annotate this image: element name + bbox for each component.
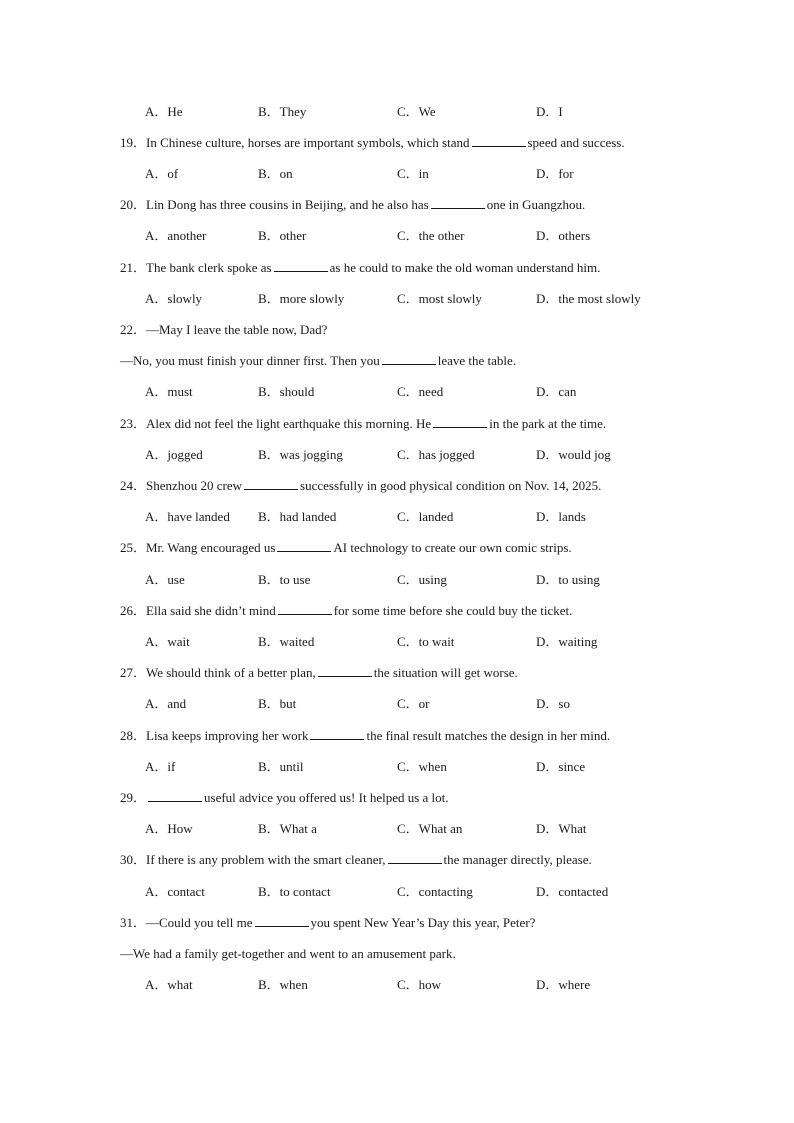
question-30 [0,851,794,869]
question-29 [0,789,794,807]
option-a[interactable]: A．of [145,166,179,181]
options-row-q21 [0,290,794,308]
answer-blank[interactable] [277,539,331,552]
option-c[interactable]: C．What an [397,821,463,836]
question-text: 21．The bank clerk spoke as [120,260,272,275]
option-a[interactable]: A．use [145,572,185,587]
question-text-tail: successfully in good physical condition on Nov. 14, 2025. [300,478,602,493]
question-31 [0,914,794,932]
option-a[interactable]: A．another [145,228,207,243]
answer-blank[interactable] [255,914,309,927]
options-row-q27 [0,695,794,713]
option-a[interactable]: A．if [145,759,176,774]
options-row-q31 [0,976,794,994]
option-a[interactable]: A．and [145,696,187,711]
option-b[interactable]: B．to contact [258,884,331,899]
option-b[interactable]: B．until [258,759,304,774]
answer-blank[interactable] [318,664,372,677]
option-c[interactable]: C．has jogged [397,447,475,462]
option-a[interactable]: A．contact [145,884,205,899]
question-text: 27．We should think of a better plan, [120,665,316,680]
option-c[interactable]: C．contacting [397,884,473,899]
question-text-tail: speed and success. [527,135,625,150]
answer-blank[interactable] [388,851,442,864]
options-row-q24 [0,508,794,526]
dialog-text: —We had a family get-together and went to an amusement park. [120,946,456,961]
answer-blank[interactable] [431,196,485,209]
option-c[interactable]: C．using [397,572,447,587]
option-c[interactable]: C．most slowly [397,291,482,306]
option-b[interactable]: B．was jogging [258,447,343,462]
answer-blank[interactable] [382,352,436,365]
option-c[interactable]: C．or [397,696,430,711]
question-text: 22．—May I leave the table now, Dad? [120,322,328,337]
question-26 [0,602,794,620]
question-text-tail: as he could to make the old woman understand him. [329,260,601,275]
question-22 [0,321,794,339]
option-d[interactable]: D．since [536,759,586,774]
option-a[interactable]: A．must [145,384,193,399]
question-text-tail: the situation will get worse. [373,665,518,680]
question-text: 24．Shenzhou 20 crew [120,478,243,493]
option-c[interactable]: C．need [397,384,444,399]
option-b[interactable]: B．should [258,384,315,399]
question-text: 20．Lin Dong has three cousins in Beijing, and he also has [120,197,429,212]
answer-blank[interactable] [244,477,298,490]
option-d[interactable]: D．others [536,228,591,243]
question-text: 25．Mr. Wang encouraged us [120,540,276,555]
option-d[interactable]: D．I [536,104,563,119]
question-27 [0,664,794,682]
option-b[interactable]: B．on [258,166,293,181]
question-text-tail: in the park at the time. [489,416,607,431]
option-d[interactable]: D．the most slowly [536,291,641,306]
option-a[interactable]: A．what [145,977,193,992]
question-28 [0,727,794,745]
question-text: 26．Ella said she didn’t mind [120,603,276,618]
option-c[interactable]: C．the other [397,228,465,243]
answer-blank[interactable] [472,134,526,147]
answer-blank[interactable] [274,259,328,272]
option-b[interactable]: B．to use [258,572,311,587]
question-text: 29． [120,790,147,805]
question-text: 31．—Could you tell me [120,915,253,930]
option-d[interactable]: D．lands [536,509,586,524]
options-row-q18 [0,103,794,121]
dialog-text: —No, you must finish your dinner first. Then you [120,353,380,368]
question-19 [0,134,794,152]
question-23 [0,415,794,433]
question-text-tail: AI technology to create our own comic strips. [333,540,572,555]
option-a[interactable]: A．How [145,821,193,836]
option-a[interactable]: A．He [145,104,183,119]
dialog-line-22 [0,352,794,370]
options-row-q25 [0,571,794,589]
answer-blank[interactable] [433,415,487,428]
option-b[interactable]: B．other [258,228,307,243]
option-b[interactable]: B．What a [258,821,317,836]
option-b[interactable]: B．but [258,696,297,711]
option-c[interactable]: C．in [397,166,429,181]
options-row-q30 [0,883,794,901]
option-c[interactable]: C．landed [397,509,454,524]
question-text: 28．Lisa keeps improving her work [120,728,309,743]
option-d[interactable]: D．so [536,696,570,711]
option-b[interactable]: B．They [258,104,307,119]
option-d[interactable]: D．to using [536,572,600,587]
option-b[interactable]: B．waited [258,634,315,649]
answer-blank[interactable] [148,789,202,802]
option-c[interactable]: C．how [397,977,442,992]
question-21 [0,259,794,277]
option-a[interactable]: A．slowly [145,291,203,306]
option-d[interactable]: D．waiting [536,634,598,649]
options-row-q28 [0,758,794,776]
option-a[interactable]: A．have landed [145,509,230,524]
question-text-tail: for some time before she could buy the ticket. [333,603,573,618]
option-d[interactable]: D．would jog [536,447,611,462]
options-row-q22 [0,383,794,401]
question-20 [0,196,794,214]
option-b[interactable]: B．when [258,977,308,992]
option-d[interactable]: D．where [536,977,591,992]
question-text-tail: useful advice you offered us! It helped us a lot. [204,790,449,805]
options-row-q23 [0,446,794,464]
option-c[interactable]: C．when [397,759,447,774]
option-d[interactable]: D．can [536,384,577,399]
option-c[interactable]: C．We [397,104,436,119]
options-row-q20 [0,227,794,245]
options-row-q29 [0,820,794,838]
option-b[interactable]: B．more slowly [258,291,345,306]
option-c[interactable]: C．to wait [397,634,455,649]
question-24 [0,477,794,495]
question-text-tail: you spent New Year’s Day this year, Peter? [310,915,536,930]
question-text-tail: one in Guangzhou. [486,197,586,212]
question-text: 23．Alex did not feel the light earthquake this morning. He [120,416,432,431]
question-text-tail: the manager directly, please. [443,852,592,867]
option-d[interactable]: D．contacted [536,884,609,899]
options-row-q19 [0,165,794,183]
option-a[interactable]: A．jogged [145,447,203,462]
option-d[interactable]: D．What [536,821,587,836]
option-b[interactable]: B．had landed [258,509,337,524]
options-row-q26 [0,633,794,651]
dialog-line-31 [0,945,794,963]
question-text-tail: the final result matches the design in her mind. [366,728,611,743]
question-25 [0,539,794,557]
question-text: 30．If there is any problem with the smart cleaner, [120,852,386,867]
answer-blank[interactable] [278,602,332,615]
question-text: 19．In Chinese culture, horses are important symbols, which stand [120,135,470,150]
option-d[interactable]: D．for [536,166,574,181]
option-a[interactable]: A．wait [145,634,190,649]
dialog-text-tail: leave the table. [437,353,517,368]
answer-blank[interactable] [310,727,364,740]
